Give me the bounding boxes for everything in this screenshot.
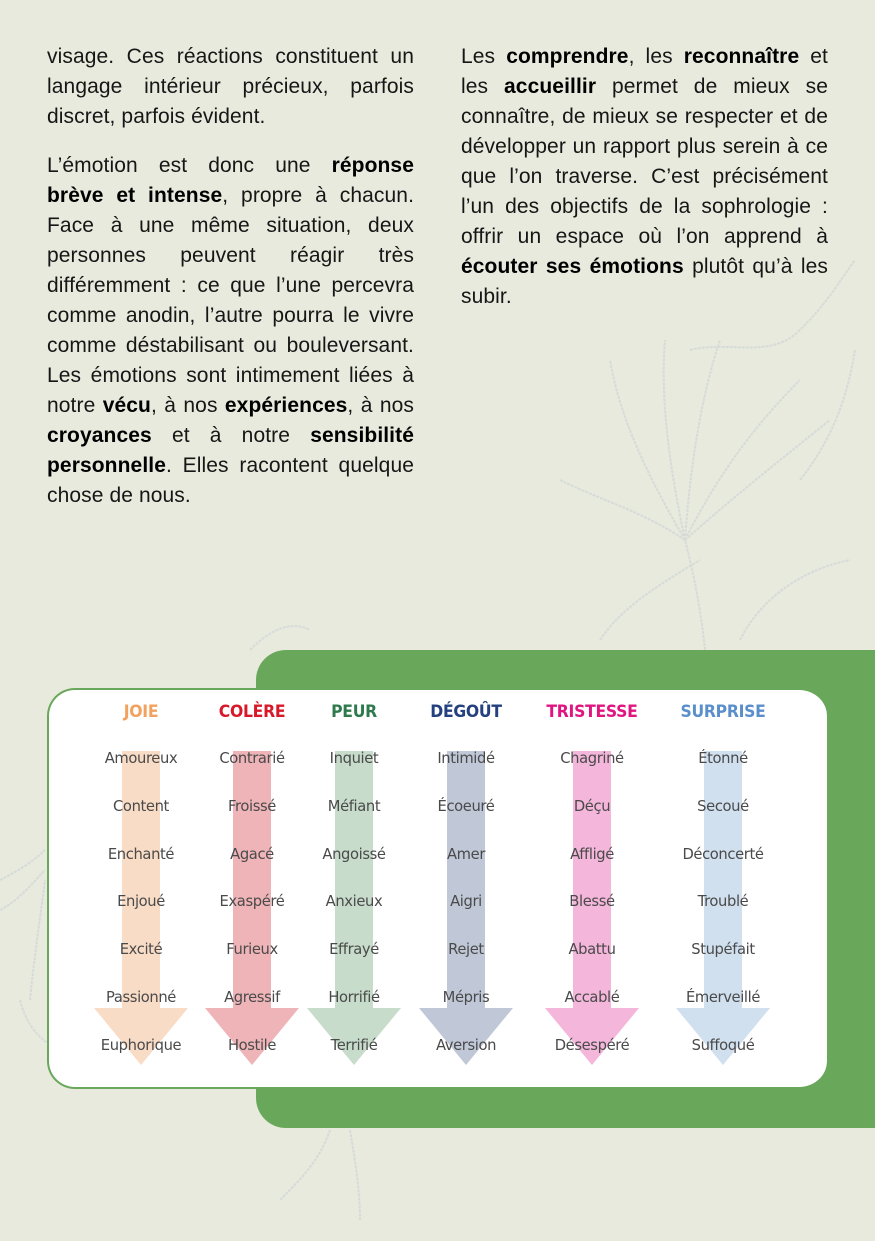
- emotion-word: Excité: [119, 940, 163, 958]
- emotion-word: Euphorique: [100, 1036, 182, 1054]
- emotion-word: Déçu: [573, 797, 611, 815]
- emotion-word: Inquiet: [329, 749, 379, 767]
- emphasis-text: réponse brève et intense: [47, 154, 414, 207]
- emotions-grid: [49, 690, 827, 1087]
- arrow-shaft: [573, 751, 611, 1009]
- emotion-word: Amoureux: [104, 749, 178, 767]
- arrow-shaft: [447, 751, 485, 1009]
- emotion-heading: COLÈRE: [218, 702, 286, 722]
- emotion-word: Exaspéré: [219, 892, 285, 910]
- emotion-word: Amer: [446, 845, 485, 863]
- emotion-word: Anxieux: [325, 892, 383, 910]
- emotion-word: Abattu: [568, 940, 616, 958]
- emotion-word: Émerveillé: [685, 988, 761, 1006]
- emotion-word: Contrarié: [219, 749, 285, 767]
- emotion-word: Horrifié: [328, 988, 380, 1006]
- emotion-word: Agressif: [224, 988, 280, 1006]
- emotion-word: Intimidé: [437, 749, 495, 767]
- emotion-column-dégoût: [401, 690, 531, 1087]
- emotion-word: Chagriné: [560, 749, 624, 767]
- emotion-word: Passionné: [105, 988, 177, 1006]
- emotion-word: Écoeuré: [437, 797, 495, 815]
- emotion-word: Angoissé: [322, 845, 386, 863]
- emotion-word: Troublé: [697, 892, 749, 910]
- body-text: et à notre: [151, 424, 311, 447]
- emphasis-text: vécu: [102, 394, 151, 417]
- body-text: et les: [461, 45, 828, 98]
- emotion-word: Aigri: [450, 892, 482, 910]
- emotion-heading: TRISTESSE: [546, 702, 638, 722]
- emphasis-text: reconnaître: [683, 45, 800, 68]
- emotion-heading: DÉGOÛT: [430, 702, 502, 722]
- emotion-column-peur: [289, 690, 419, 1087]
- emotion-heading: SURPRISE: [680, 702, 766, 722]
- emotion-word: Furieux: [226, 940, 278, 958]
- emotion-word: Effrayé: [329, 940, 379, 958]
- emotion-heading: PEUR: [331, 702, 377, 722]
- text-column-left: [47, 42, 414, 530]
- emotion-word: Aversion: [435, 1036, 497, 1054]
- emotion-word: Méfiant: [327, 797, 381, 815]
- emotion-column-tristesse: [527, 690, 657, 1087]
- body-text: , propre à chacun. Face à une même situation, deux personnes peuvent réagir très différemment : ce que l’une percevra comme anodin, l’autre pourra le vivre comme déstabilisant ou bouleversant. Les émotions sont intimement liées à notre: [47, 184, 415, 417]
- emotion-word: Hostile: [227, 1036, 277, 1054]
- emotion-word: Stupéfait: [691, 940, 755, 958]
- arrow-shaft: [704, 751, 742, 1009]
- emotion-word: Étonné: [698, 749, 748, 767]
- body-text: permet de mieux se connaître, de mieux se respecter et de développer un rapport plus serein à ce que l’on traverse. C’est précisément l’un des objectifs de la sophrologie : offrir un espace où l’on apprend à: [461, 75, 828, 248]
- paragraph: [47, 151, 414, 511]
- emphasis-text: croyances: [47, 424, 152, 447]
- emotion-word: Rejet: [448, 940, 484, 958]
- emotion-heading: JOIE: [123, 702, 159, 722]
- emotion-word: Désespéré: [554, 1036, 630, 1054]
- emotion-word: Terrifié: [330, 1036, 378, 1054]
- body-text: visage. Ces réactions constituent un langage intérieur précieux, parfois discret, parfois évident.: [47, 45, 414, 128]
- emotion-word: Blessé: [569, 892, 615, 910]
- emotion-word: Enchanté: [107, 845, 175, 863]
- emotion-word: Déconcerté: [682, 845, 764, 863]
- emotion-word: Froissé: [228, 797, 276, 815]
- emotion-word: Agacé: [230, 845, 274, 863]
- emphasis-text: accueillir: [504, 75, 597, 98]
- body-text: , à nos: [150, 394, 225, 417]
- emphasis-text: écouter ses émotions: [461, 255, 684, 278]
- body-text: L’émotion est donc une: [47, 154, 332, 177]
- emotion-word: Affligé: [570, 845, 614, 863]
- arrow-shaft: [233, 751, 271, 1009]
- arrow-shaft: [335, 751, 373, 1009]
- body-text: , les: [628, 45, 684, 68]
- emotion-column-surprise: [658, 690, 788, 1087]
- emotion-word: Mépris: [442, 988, 490, 1006]
- emphasis-text: sensibilité personnelle: [47, 424, 414, 477]
- emphasis-text: expériences: [224, 394, 348, 417]
- body-text: , à nos: [347, 394, 414, 417]
- body-text: plutôt qu’à les subir.: [461, 255, 828, 308]
- emotions-card: [47, 688, 827, 1089]
- paragraph: [47, 42, 414, 132]
- emotion-word: Content: [113, 797, 169, 815]
- body-text: . Elles racontent quelque chose de nous.: [47, 454, 414, 507]
- text-column-right: [461, 42, 828, 331]
- emotion-word: Accablé: [564, 988, 620, 1006]
- emotion-word: Enjoué: [117, 892, 165, 910]
- emphasis-text: comprendre: [506, 45, 629, 68]
- body-text: Les: [461, 45, 507, 68]
- emotion-word: Suffoqué: [691, 1036, 755, 1054]
- arrow-shaft: [122, 751, 160, 1009]
- emotion-word: Secoué: [697, 797, 749, 815]
- paragraph: [461, 42, 828, 312]
